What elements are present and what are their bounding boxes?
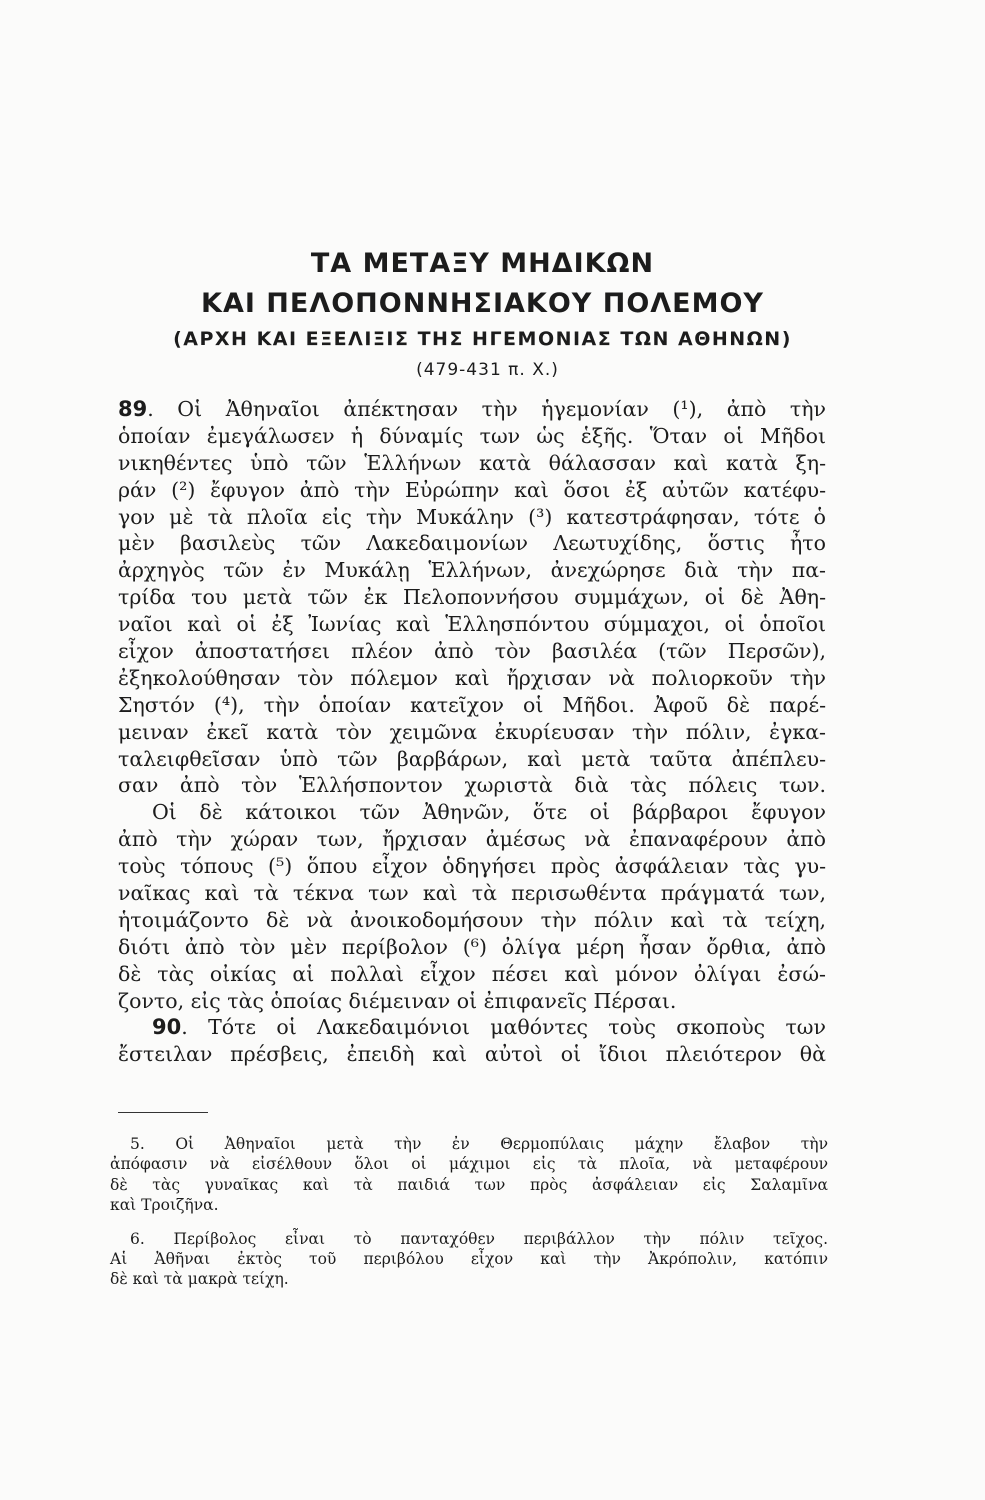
footnote-line: ἀπόφασιν νὰ εἰσέλθουν ὅλοι οἱ μάχιμοι εἰς τὰ πλοῖα, νὰ μεταφέρουν (110, 1155, 828, 1174)
footnote-line: δὲ καὶ τὰ μακρὰ τείχη. (110, 1270, 289, 1289)
section-number: 90 (152, 1015, 182, 1040)
chapter-date-range: (479-431 π. Χ.) (416, 360, 559, 380)
text-line: μὲν βασιλεὺς τῶν Λακεδαιμονίων Λεωτυχίδης, ὅστις ἦτο (118, 531, 826, 556)
text-line: ράν (²) ἔφυγον ἀπὸ τὴν Εὐρώπην καὶ ὅσοι ἐξ αὐτῶν κατέφυ- (118, 477, 826, 502)
text-line: ταλειφθεῖσαν ὑπὸ τῶν βαρβάρων, καὶ μετὰ ταῦτα ἀπέπλευ- (118, 746, 826, 771)
chapter-title-line-1: ΤΑ ΜΕΤΑΞΥ ΜΗΔΙΚΩΝ (310, 248, 655, 279)
text-line: ναῖοι καὶ οἱ ἐξ Ἰωνίας καὶ Ἑλλησπόντου σύμμαχοι, οἱ ὁποῖοι (118, 612, 826, 637)
text-line: Οἱ δὲ κάτοικοι τῶν Ἀθηνῶν, ὅτε οἱ βάρβαροι ἔφυγον (152, 800, 826, 825)
footnote-line: δὲ τὰς γυναῖκας καὶ τὰ παιδιά των πρὸς ἀσφάλειαν εἰς Σαλαμῖνα (110, 1175, 828, 1194)
text-line: ἔστειλαν πρέσβεις, ἐπειδὴ καὶ αὐτοὶ οἱ ἴδιοι πλειότερον θὰ (118, 1042, 826, 1067)
text-line: ἀρχηγὸς τῶν ἐν Μυκάλῃ Ἑλλήνων, ἀνεχώρησε διὰ τὴν πα- (118, 558, 826, 583)
text-line: ἡτοιμάζοντο δὲ νὰ ἀνοικοδομήσουν τὴν πόλιν καὶ τὰ τείχη, (118, 907, 826, 932)
text-line: τοὺς τόπους (⁵) ὅπου εἶχον ὁδηγήσει πρὸς ἀσφάλειαν τὰς γυ- (118, 854, 826, 879)
main-text (118, 396, 826, 1068)
footnotes (110, 1134, 828, 1290)
footnote-line: 6. Περίβολος εἶναι τὸ πανταχόθεν περιβάλλον τὴν πόλιν τεῖχος. (130, 1229, 828, 1248)
text-line: ὁποίαν ἐμεγάλωσεν ἡ δύναμίς των ὡς ἑξῆς. Ὅταν οἱ Μῆδοι (118, 423, 826, 448)
section-number: 89 (118, 397, 148, 421)
chapter-title-line-2: ΚΑΙ ΠΕΛΟΠΟΝΝΗΣΙΑΚΟΥ ΠΟΛΕΜΟΥ (201, 288, 764, 319)
text-line: ζοντο, εἰς τὰς ὁποίας διέμειναν οἱ ἐπιφανεῖς Πέρσαι. (118, 988, 677, 1013)
text-line: τρίδα του μετὰ τῶν ἐκ Πελοποννήσου συμμάχων, οἱ δὲ Ἀθη- (118, 585, 826, 610)
text-line: 90. Τότε οἱ Λακεδαιμόνιοι μαθόντες τοὺς σκοποὺς των (152, 1015, 826, 1040)
text-line: ἐξηκολούθησαν τὸν πόλεμον καὶ ἤρχισαν νὰ πολιορκοῦν τὴν (118, 665, 826, 690)
text-line: εἶχον ἀποστατήσει πλέον ἀπὸ τὸν βασιλέα (τῶν Περσῶν), (118, 639, 826, 664)
text-line: δὲ τὰς οἰκίας αἱ πολλαὶ εἶχον πέσει καὶ μόνον ὀλίγαι ἐσώ- (118, 961, 826, 986)
text-line: ἀπὸ τὴν χώραν των, ἤρχισαν ἀμέσως νὰ ἐπαναφέρουν ἀπὸ (118, 827, 826, 852)
footnote-line: 5. Οἱ Ἀθηναῖοι μετὰ τὴν ἐν Θερμοπύλαις μάχην ἔλαβον τὴν (130, 1135, 828, 1153)
footnote-line: Αἱ Ἀθῆναι ἐκτὸς τοῦ περιβόλου εἶχον καὶ τὴν Ἀκρόπολιν, κατόπιν (110, 1249, 828, 1268)
footnote-line: καὶ Τροιζῆνα. (110, 1196, 219, 1215)
text-line: ναῖκας καὶ τὰ τέκνα των καὶ τὰ περισωθέντα πράγματά των, (118, 881, 826, 906)
text-line: γον μὲ τὰ πλοῖα εἰς τὴν Μυκάλην (³) κατεστράφησαν, τότε ὁ (118, 504, 826, 529)
chapter-subtitle: (ΑΡΧΗ ΚΑΙ ΕΞΕΛΙΞΙΣ ΤΗΣ ΗΓΕΜΟΝΙΑΣ ΤΩΝ ΑΘΗΝΩΝ) (173, 328, 792, 350)
text-line: διότι ἀπὸ τὸν μὲν περίβολον (⁶) ὀλίγα μέρη ἦσαν ὄρθια, ἀπὸ (118, 934, 826, 959)
footnote-separator (118, 1112, 208, 1113)
text-line: μειναν ἐκεῖ κατὰ τὸν χειμῶνα ἐκυρίευσαν τὴν πόλιν, ἐγκα- (118, 719, 826, 744)
text-line: νικηθέντες ὑπὸ τῶν Ἑλλήνων κατὰ θάλασσαν καὶ κατὰ ξη- (118, 450, 826, 475)
text-line: σαν ἀπὸ τὸν Ἑλλήσποντον χωριστὰ διὰ τὰς πόλεις των. (118, 773, 826, 798)
text-line: Σηστόν (⁴), τὴν ὁποίαν κατεῖχον οἱ Μῆδοι. Ἀφοῦ δὲ παρέ- (118, 692, 826, 717)
text-line: 89. Οἱ Ἀθηναῖοι ἀπέκτησαν τὴν ἡγεμονίαν (¹), ἀπὸ τὴν (118, 397, 826, 421)
